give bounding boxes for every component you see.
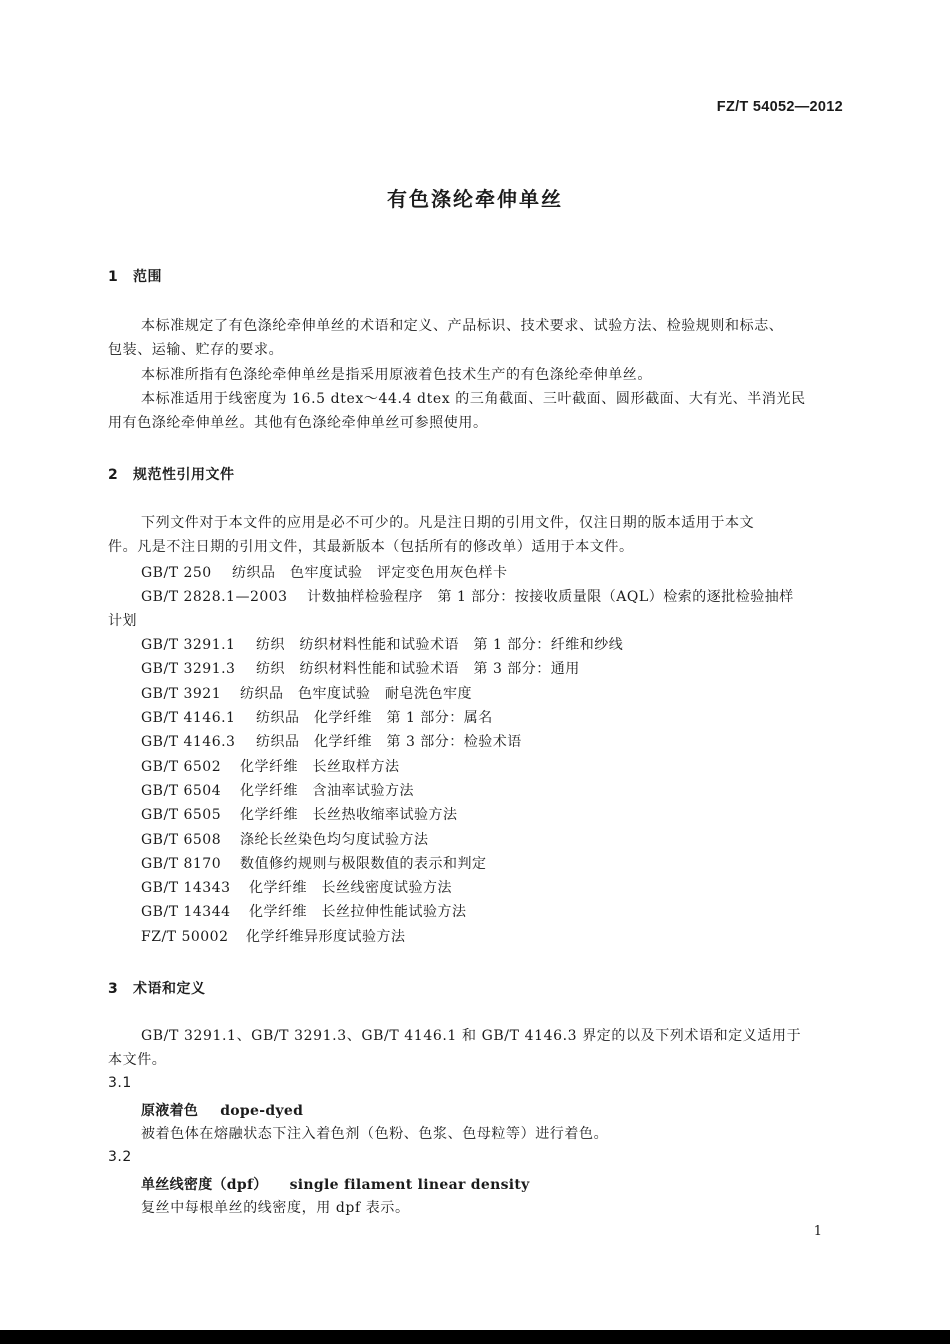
term-heading: [141, 1174, 530, 1194]
reference-code: GB/T 14344: [141, 904, 231, 920]
reference-item: [141, 658, 580, 678]
paragraph-line: 包装、运输、贮存的要求。: [108, 342, 284, 358]
reference-code: GB/T 250: [141, 565, 212, 581]
reference-item: [141, 731, 522, 751]
paragraph-line: 用有色涤纶牵伸单丝。其他有色涤纶牵伸单丝可参照使用。: [108, 415, 488, 431]
reference-code: GB/T 6504: [141, 783, 222, 799]
reference-code: GB/T 8170: [141, 856, 222, 872]
reference-code: GB/T 14343: [141, 880, 231, 896]
reference-code: GB/T 4146.1: [141, 710, 236, 726]
section-number: 3: [108, 981, 119, 997]
reference-code: GB/T 2828.1—2003: [141, 589, 288, 605]
reference-title: 计数抽样检验程序 第 1 部分：按接收质量限（AQL）检索的逐批检验抽样: [307, 589, 794, 605]
paragraph-line: 件。凡是不注日期的引用文件，其最新版本（包括所有的修改单）适用于本文件。: [108, 539, 634, 555]
reference-item: [141, 634, 623, 654]
reference-title: 化学纤维 长丝热收缩率试验方法: [240, 807, 458, 823]
term-number: 3.2: [108, 1149, 132, 1165]
section-number: 2: [108, 467, 119, 483]
reference-item: [141, 707, 493, 727]
reference-item: [141, 562, 508, 582]
section-title: 规范性引用文件: [133, 467, 235, 483]
term-en: single filament linear density: [289, 1177, 530, 1193]
reference-item: [141, 780, 414, 800]
term-heading: [141, 1100, 303, 1120]
reference-title: 纺织 纺织材料性能和试验术语 第 1 部分：纤维和纱线: [256, 637, 624, 653]
reference-item: [141, 877, 452, 897]
reference-title: 纺织 纺织材料性能和试验术语 第 3 部分：通用: [256, 661, 580, 677]
reference-title: 纺织品 色牢度试验 耐皂洗色牢度: [240, 686, 472, 702]
page-number: 1: [813, 1224, 822, 1239]
reference-code: GB/T 6508: [141, 832, 222, 848]
reference-code: GB/T 6502: [141, 759, 222, 775]
reference-title: 纺织品 化学纤维 第 1 部分：属名: [256, 710, 493, 726]
reference-item: [141, 901, 467, 921]
reference-title: 化学纤维 长丝拉伸性能试验方法: [249, 904, 467, 920]
section-1-heading: [108, 266, 162, 286]
section-2-heading: [108, 464, 235, 484]
term-en: dope-dyed: [220, 1103, 304, 1119]
reference-title: 纺织品 色牢度试验 评定变色用灰色样卡: [232, 565, 508, 581]
reference-title: 化学纤维异形度试验方法: [246, 929, 406, 945]
term-definition: 复丝中每根单丝的线密度，用 dpf 表示。: [141, 1200, 410, 1216]
reference-item: [141, 926, 406, 946]
term-zh: 单丝线密度（dpf）: [141, 1177, 268, 1193]
paragraph-line: 本标准适用于线密度为 16.5 dtex～44.4 dtex 的三角截面、三叶截面、圆形截面、大有光、半消光民: [141, 391, 806, 407]
reference-code: GB/T 6505: [141, 807, 222, 823]
paragraph-line: 本标准所指有色涤纶牵伸单丝是指采用原液着色技术生产的有色涤纶牵伸单丝。: [141, 367, 652, 383]
paragraph-line: 本文件。: [108, 1052, 167, 1068]
bottom-border: [0, 1330, 950, 1344]
reference-code: FZ/T 50002: [141, 929, 229, 945]
reference-item: [141, 683, 472, 703]
term-definition: 被着色体在熔融状态下注入着色剂（色粉、色浆、色母粒等）进行着色。: [141, 1126, 609, 1142]
document-title: 有色涤纶牵伸单丝: [387, 187, 563, 211]
reference-code: GB/T 3291.1: [141, 637, 236, 653]
reference-code: GB/T 3921: [141, 686, 222, 702]
reference-item: [141, 829, 429, 849]
section-number: 1: [108, 269, 119, 285]
term-zh: 原液着色: [141, 1103, 199, 1119]
paragraph-line: 本标准规定了有色涤纶牵伸单丝的术语和定义、产品标识、技术要求、试验方法、检验规则和标志、: [141, 318, 784, 334]
paragraph-line: GB/T 3291.1、GB/T 3291.3、GB/T 4146.1 和 GB/T 4146.3 界定的以及下列术语和定义适用于: [141, 1028, 802, 1044]
section-title: 术语和定义: [133, 981, 206, 997]
reference-title: 数值修约规则与极限数值的表示和判定: [240, 856, 487, 872]
section-title: 范围: [133, 269, 162, 285]
reference-title: 化学纤维 长丝取样方法: [240, 759, 400, 775]
reference-item: [141, 756, 400, 776]
reference-title: 涤纶长丝染色均匀度试验方法: [240, 832, 429, 848]
paragraph-line: 下列文件对于本文件的应用是必不可少的。凡是注日期的引用文件，仅注日期的版本适用于本文: [141, 515, 755, 531]
reference-item: [141, 804, 458, 824]
section-3-heading: [108, 978, 206, 998]
reference-title: 化学纤维 含油率试验方法: [240, 783, 414, 799]
reference-title: 纺织品 化学纤维 第 3 部分：检验术语: [256, 734, 522, 750]
reference-item: [141, 586, 794, 606]
reference-code: GB/T 3291.3: [141, 661, 236, 677]
standard-number: FZ/T 54052—2012: [716, 99, 843, 115]
reference-continuation: 计划: [108, 613, 137, 629]
reference-item: [141, 853, 487, 873]
term-number: 3.1: [108, 1075, 132, 1091]
reference-code: GB/T 4146.3: [141, 734, 236, 750]
reference-title: 化学纤维 长丝线密度试验方法: [249, 880, 452, 896]
